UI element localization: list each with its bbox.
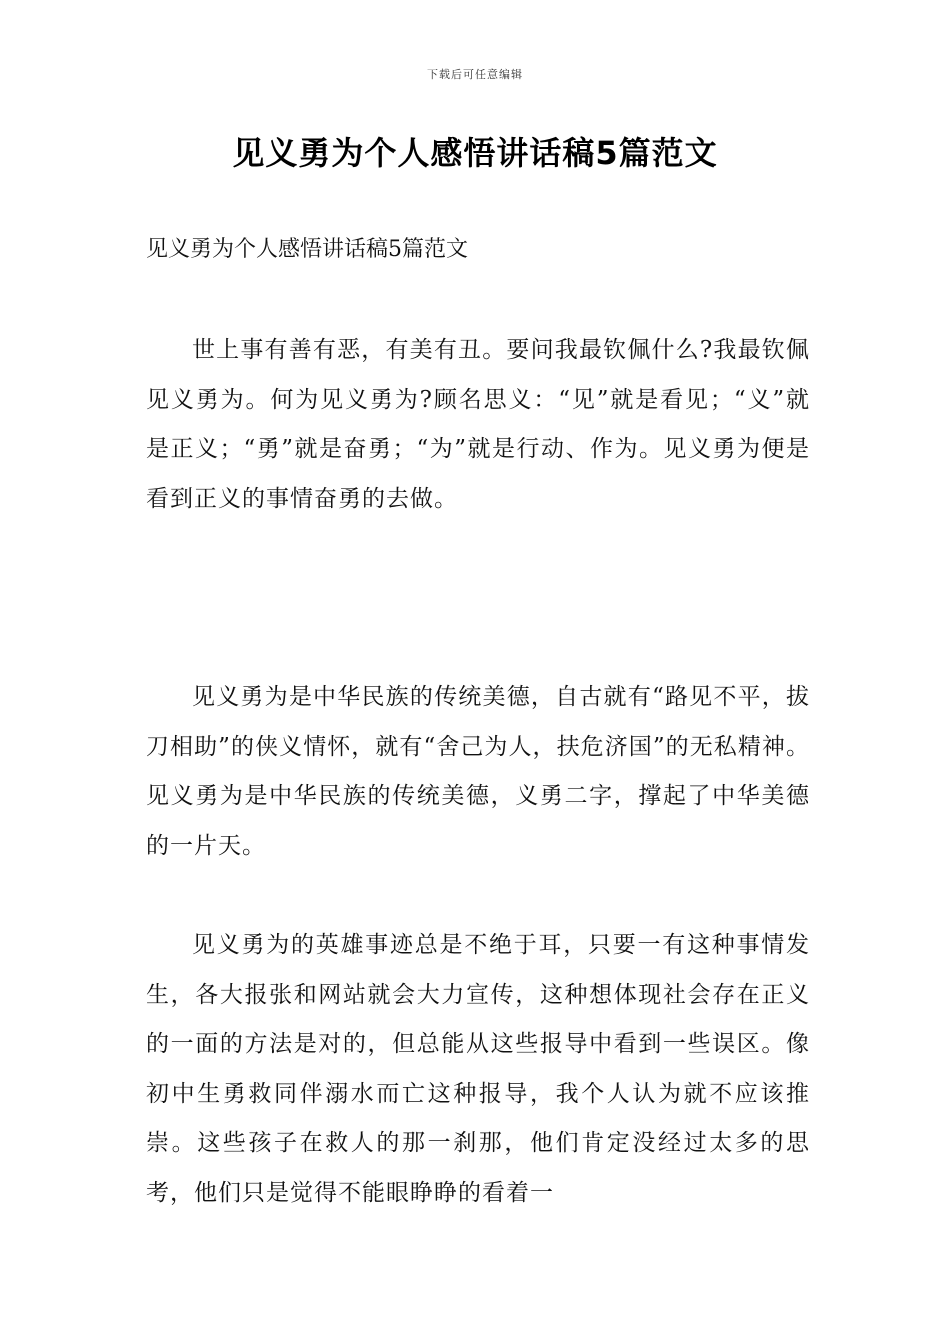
document-subtitle: 见义勇为个人感悟讲话稿5篇范文 <box>146 237 468 262</box>
paragraph: 见义勇为是中华民族的传统美德，自古就有“路见不平，拔刀相助”的侠义情怀，就有“舍己为人，扶危济国”的无私精神。见义勇为是中华民族的传统美德，义勇二字，撑起了中华美德的一片天。 <box>146 684 810 859</box>
document-title: 见义勇为个人感悟讲话稿5篇范文 <box>232 134 718 172</box>
paragraph: 见义勇为的英雄事迹总是不绝于耳，只要一有这种事情发生，各大报张和网站就会大力宣传，这种想体现社会存在正义的一面的方法是对的，但总能从这些报导中看到一些误区。像初中生勇救同伴溺水而亡这种报导，我个人认为就不应该推崇。这些孩子在救人的那一刹那，他们肯定没经过太多的思考，他们只是觉得不能眼睁睁的看着一 <box>146 932 810 1206</box>
header-note: 下载后可任意编辑 <box>427 68 523 81</box>
paragraph: 世上事有善有恶，有美有丑。要问我最钦佩什么?我最钦佩见义勇为。何为见义勇为?顾名思义：“见”就是看见；“义”就是正义；“勇”就是奋勇；“为”就是行动、作为。见义勇为便是看到正义的事情奋勇的去做。 <box>146 337 810 512</box>
